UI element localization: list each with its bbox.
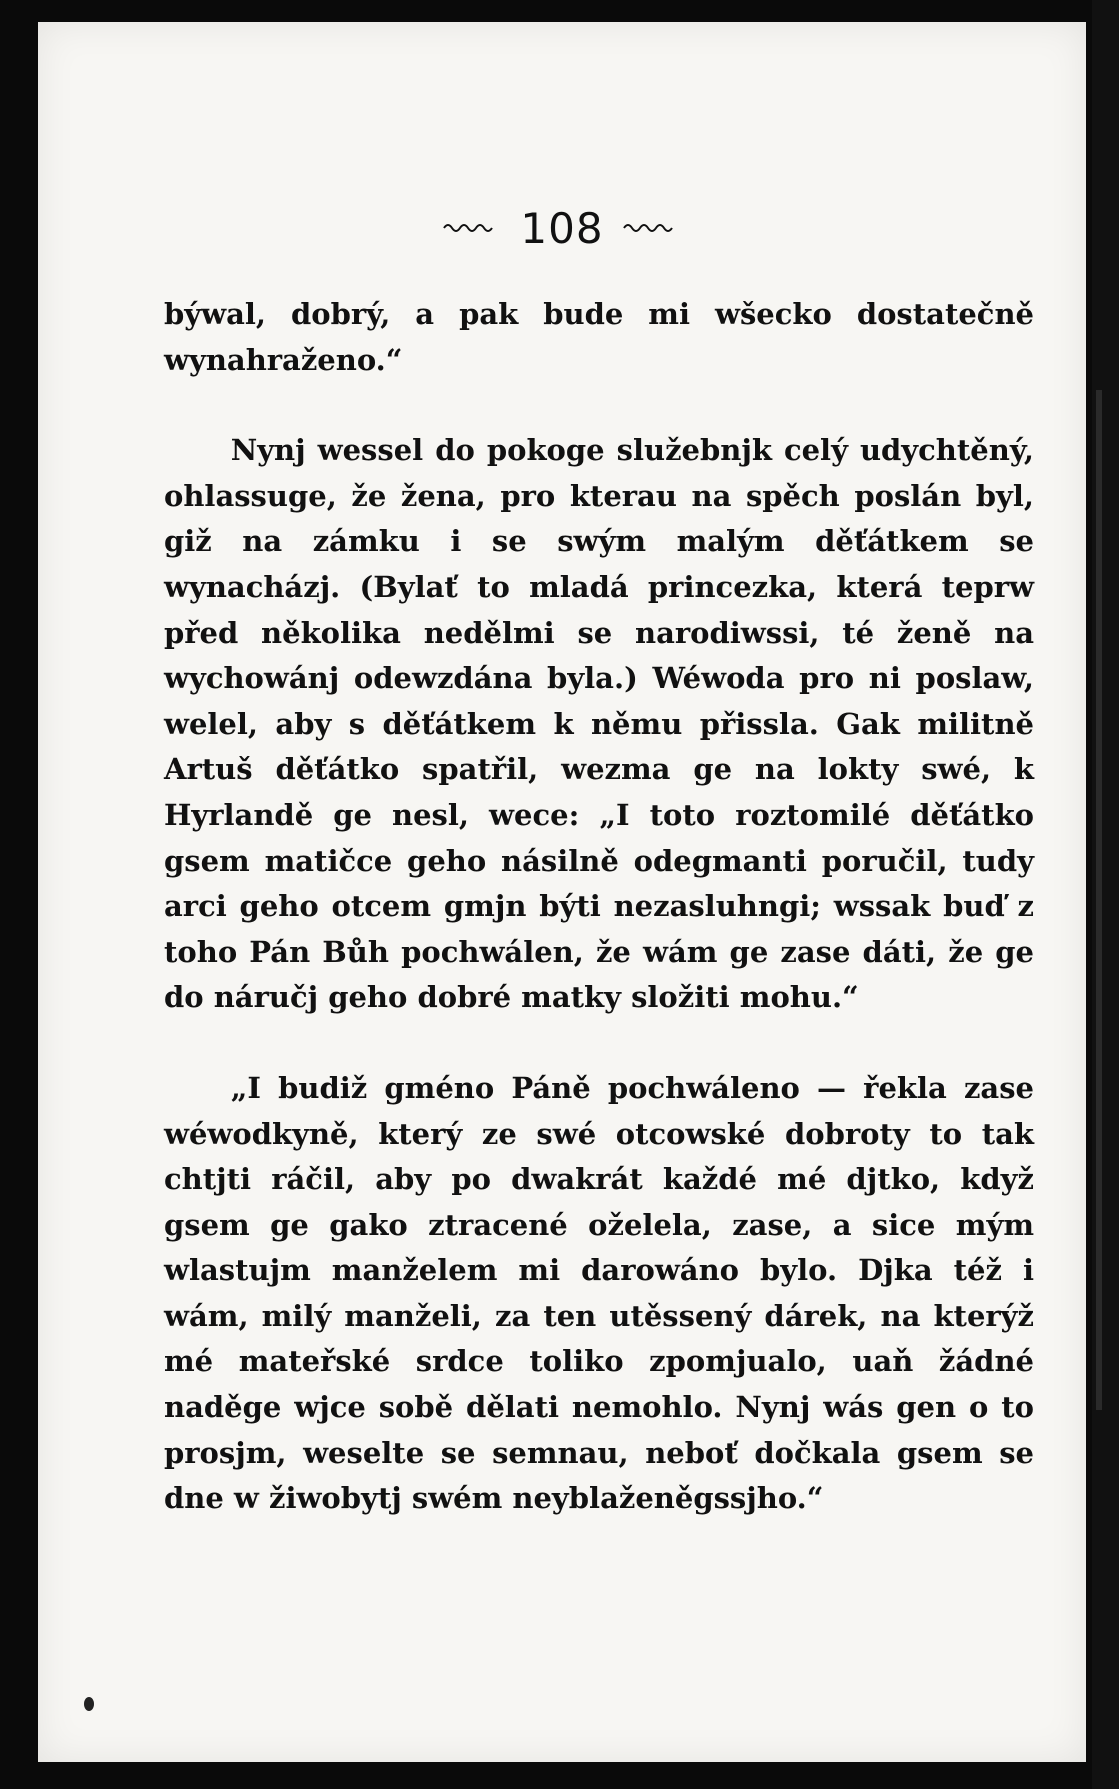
paragraph-continuation: býwal, dobrý, a pak bude mi wšecko dostatečně wynahraženo.“ [164, 297, 1034, 377]
paragraph-servant-announcement: Nynj wessel do pokoge služebnjk celý udychtěný, ohlassuge, že žena, pro kterau na spěch poslán byl, giž na zámku i se swým malým děťátkem se wynacházj. (Bylať to mladá princezka, která teprw před několika nedělmi se narodiwssi, té ženě na wychowánj odewzdána byla.) Wéwoda pro ni poslaw, welel, aby s děťátkem k němu přissla. Gak militně Artuš děťátko spatřil, wezma ge na lokty swé, k Hyrlandě ge nesl, wece: „I toto roztomilé děťátko gsem matičce geho násilně odegmanti poručil, tudy arci geho otcem gmjn býti nezasluhngi; wssak buď z toho Pán Bůh pochwálen, že wám ge zase dáti, že ge do náručj geho dobré matky složiti mohu.“ [164, 433, 1034, 1015]
binding-shadow [1096, 390, 1102, 1410]
ink-speck [84, 1697, 94, 1711]
right-ornament-icon [622, 221, 682, 235]
page-number: 108 [520, 203, 604, 253]
body-text [164, 292, 1034, 1522]
paragraph-duchess-reply: „I budiž gméno Páně pochwáleno — řekla zase wéwodkyně, který ze swé otcowské dobroty to tak chtjti ráčil, aby po dwakrát každé mé djtko, když gsem ge gako ztracené oželela, zase, a sice mým wlastujm manželem mi darowáno bylo. Djka též i wám, milý manželi, za ten utěssený dárek, na kterýž mé mateřské srdce toliko zpomjualo, uaň žádné naděge wjce sobě dělati nemohlo. Nynj wás gen o to prosjm, weselte se semnau, neboť dočkala gsem se dne w žiwobytj swém neyblaženěgssjho.“ [164, 1070, 1034, 1516]
book-page [38, 22, 1086, 1762]
page-header [38, 200, 1086, 256]
left-ornament-icon [442, 221, 502, 235]
